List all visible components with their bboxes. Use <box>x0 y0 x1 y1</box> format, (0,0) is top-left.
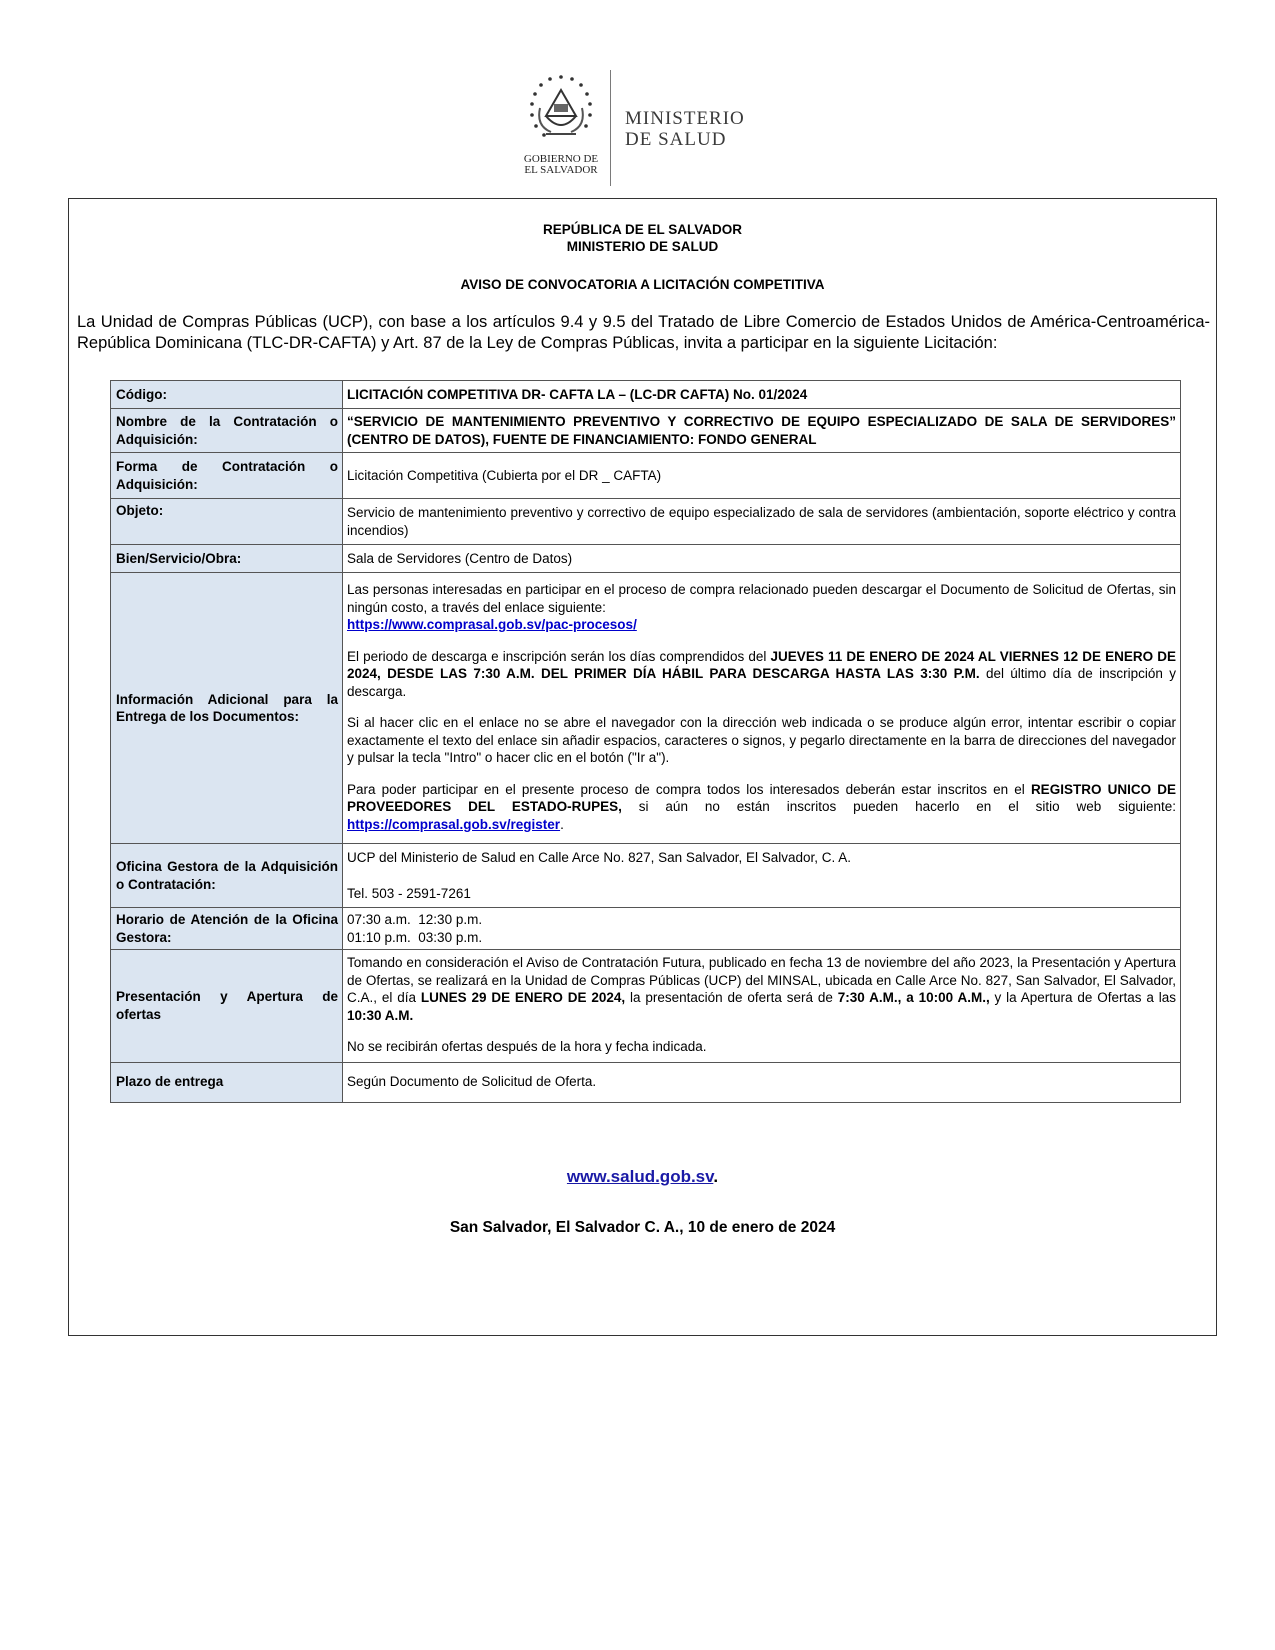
gov-line-1: GOBIERNO DE <box>523 153 599 165</box>
oficina-address: UCP del Ministerio de Salud en Calle Arce No. 827, San Salvador, El Salvador, C. A. <box>347 850 852 865</box>
presentacion-value <box>343 950 1181 1063</box>
apertura-time: 10:30 A.M. <box>347 1007 414 1023</box>
table-row <box>111 409 1181 453</box>
row-label: Objeto: <box>111 499 343 545</box>
plazo-value: Según Documento de Solicitud de Oferta. <box>343 1062 1181 1102</box>
row-label: Información Adicional para la Entrega de los Documentos: <box>111 573 343 844</box>
presentacion-paragraph <box>347 954 1176 1024</box>
info-p4-bold: REGISTRO UNICO DE PROVEEDORES DEL ESTADO-RUPES, <box>347 781 1176 814</box>
row-label: Forma de Contratación o Adquisición: <box>111 453 343 499</box>
presentacion-text-1: Tomando en consideración el Aviso de Contratación Futura, publicado en fecha 13 de noviembre del año 2023, la Presentación y Apertura de Ofertas, se realizará en la Unidad de Compras Públicas (UCP) del MINSAL, ubicada en Calle Arce No. 827, San Salvador, El Salvador, C.A., el día <box>347 955 1176 1005</box>
ministry-name <box>625 108 745 150</box>
info-p2-end: del último día de inscripción y descarga. <box>347 666 1176 699</box>
website-line <box>69 1167 1216 1187</box>
row-label: Presentación y Apertura de ofertas <box>111 950 343 1063</box>
logo-divider <box>610 70 611 186</box>
table-row <box>111 381 1181 409</box>
row-label: Oficina Gestora de la Adquisición o Contratación: <box>111 844 343 908</box>
info-paragraph-3: Si al hacer clic en el enlace no se abre el navegador con la dirección web indicada o se produce algún error, intentar escribir o copiar exactamente el texto del enlace sin añadir espacios, caracteres o signos, y pegarlo directamente en la barra de direcciones del navegador y pulsar la tecla "Intro" o hacer clic en el botón ("Ir a"). <box>347 715 1176 765</box>
oficina-value <box>343 844 1181 908</box>
oficina-phone: Tel. 503 - 2591-7261 <box>347 885 471 901</box>
spacer <box>347 867 1176 885</box>
horario-value <box>343 908 1181 950</box>
table-row <box>111 573 1181 844</box>
info-paragraph-2 <box>347 648 1176 701</box>
info-value <box>343 573 1181 844</box>
info-paragraph-1 <box>347 581 1176 634</box>
info-p2-bold: JUEVES 11 DE ENERO DE 2024 AL VIERNES 12 DE ENERO DE 2024, DESDE LAS 7:30 A.M. DEL PRIMER DÍA HÁBIL PARA DESCARGA HASTA LAS 3:30 P.M. <box>347 648 1176 681</box>
spacer <box>347 634 1176 648</box>
presentacion-note: No se recibirán ofertas después de la hora y fecha indicada. <box>347 1039 707 1054</box>
info-p4-mid: si aún no están inscritos pueden hacerlo en el sitio web siguiente: <box>621 799 1176 814</box>
row-label: Código: <box>111 381 343 409</box>
row-label: Plazo de entrega <box>111 1062 343 1102</box>
row-label: Bien/Servicio/Obra: <box>111 545 343 573</box>
comprasal-register-link[interactable]: https://comprasal.gob.sv/register <box>347 816 561 832</box>
comprasal-procesos-link[interactable]: https://www.comprasal.gob.sv/pac-procesos/ <box>347 617 637 632</box>
coat-of-arms-icon <box>506 68 616 154</box>
place-date: San Salvador, El Salvador C. A., 10 de enero de 2024 <box>449 1219 836 1236</box>
info-p4-end: . <box>560 816 564 832</box>
spacer <box>347 767 1176 781</box>
info-p4-text: Para poder participar en el presente proceso de compra todos los interesados deberán estar inscritos en el <box>347 781 1031 797</box>
gov-line-2: EL SALVADOR <box>524 164 598 176</box>
table-row <box>111 499 1181 545</box>
horario-line-1: 07:30 a.m. 12:30 p.m. <box>347 912 483 927</box>
ministry-line-2: DE SALUD <box>625 129 727 150</box>
spacer <box>347 700 1176 714</box>
tender-info-table <box>110 380 1181 1103</box>
info-p1-text: Las personas interesadas en participar en el proceso de compra relacionado pueden descargar el Documento de Solicitud de Ofertas, sin ningún costo, a través del enlace siguiente: <box>347 582 1176 615</box>
table-row <box>111 950 1181 1063</box>
spacer <box>347 1024 1176 1038</box>
table-row <box>111 1062 1181 1102</box>
table-row <box>111 908 1181 950</box>
info-p2-text: El periodo de descarga e inscripción serán los días comprendidos del <box>347 648 771 664</box>
presentacion-hours: 7:30 A.M., a 10:00 A.M., <box>837 990 990 1005</box>
document-title-ministry: MINISTERIO DE SALUD <box>566 239 719 254</box>
presentacion-text-2: la presentación de oferta será de <box>625 990 838 1005</box>
presentacion-date: LUNES 29 DE ENERO DE 2024, <box>420 990 626 1005</box>
nombre-value: “SERVICIO DE MANTENIMIENTO PREVENTIVO Y CORRECTIVO DE EQUIPO ESPECIALIZADO DE SALA DE SERVIDORES” (CENTRO DE DATOS), FUENTE DE FINANCIAMIENTO: FONDO GENERAL <box>343 409 1181 453</box>
row-label: Horario de Atención de la Oficina Gestora: <box>111 908 343 950</box>
bien-value: Sala de Servidores (Centro de Datos) <box>343 545 1181 573</box>
government-name <box>506 154 616 176</box>
table-row <box>111 844 1181 908</box>
government-logo <box>506 68 616 186</box>
ministry-website-link[interactable]: www.salud.gob.sv <box>566 1167 714 1186</box>
info-paragraph-4 <box>347 781 1176 834</box>
presentacion-text-3: y la Apertura de Ofertas a las <box>989 990 1176 1005</box>
intro-paragraph: La Unidad de Compras Públicas (UCP), con base a los artículos 9.4 y 9.5 del Tratado de Libre Comercio de Estados Unidos de América-Centroamérica-República Dominicana (TLC-DR-CAFTA) y Art. 87 de la Ley de Compras Públicas, invita a participar en la siguiente Licitación: <box>77 313 1210 352</box>
document-title-notice: AVISO DE CONVOCATORIA A LICITACIÓN COMPETITIVA <box>460 277 825 292</box>
objeto-value: Servicio de mantenimiento preventivo y correctivo de equipo especializado de sala de servidores (ambientación, soporte eléctrico y contra incendios) <box>343 499 1181 545</box>
codigo-value: LICITACIÓN COMPETITIVA DR- CAFTA LA – (LC-DR CAFTA) No. 01/2024 <box>343 381 1181 409</box>
document-title-country: REPÚBLICA DE EL SALVADOR <box>542 222 742 237</box>
forma-value: Licitación Competitiva (Cubierta por el DR _ CAFTA) <box>343 453 1181 499</box>
ministry-line-1: MINISTERIO <box>625 108 745 129</box>
website-suffix: . <box>713 1167 719 1186</box>
notice-frame <box>68 198 1217 1336</box>
table-row <box>111 545 1181 573</box>
table-row <box>111 453 1181 499</box>
row-label: Nombre de la Contratación o Adquisición: <box>111 409 343 453</box>
horario-line-2: 01:10 p.m. 03:30 p.m. <box>347 929 483 945</box>
